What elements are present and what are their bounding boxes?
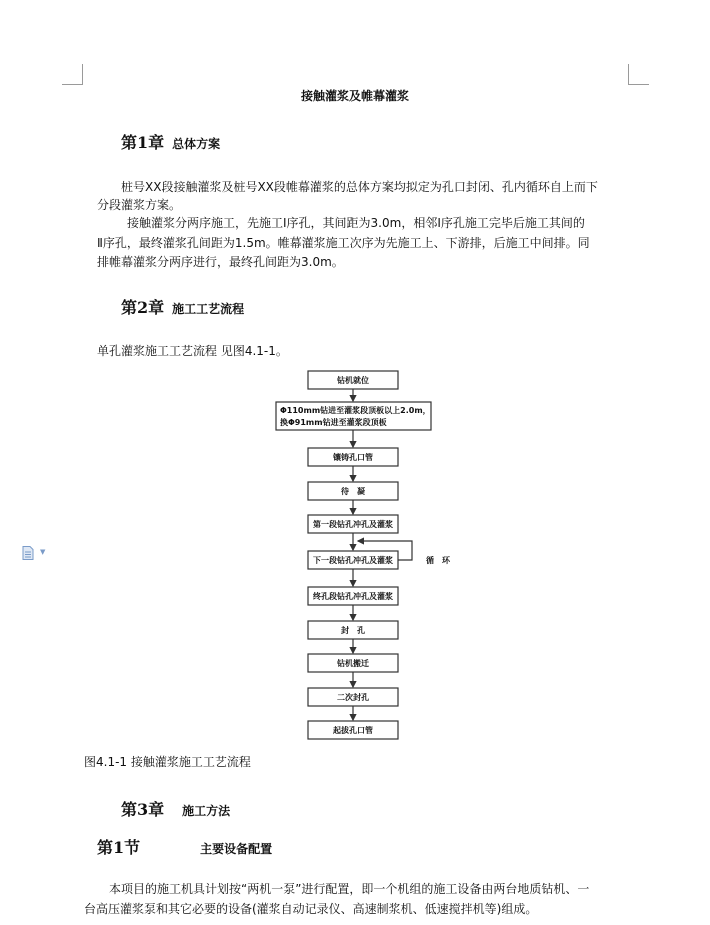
flow-step-7-text: 终孔段钻孔冲孔及灌浆	[313, 592, 393, 601]
para2-line2: Ⅱ序孔，最终灌浆孔间距为1.5m。帷幕灌浆施工次序为先施工上、下游排，后施工中间排。同	[97, 236, 590, 250]
para3-line1: 本项目的施工机具计划按“两机一泵”进行配置，即一个机组的施工设备由两台地质钻机、一	[109, 882, 590, 896]
flow-step-2-text-line2: 换Φ91mm钻进至灌浆段顶板	[280, 418, 387, 427]
flow-step-6-text: 下一段钻孔冲孔及灌浆	[313, 556, 393, 565]
chapter-1-number: 第1章	[121, 133, 165, 152]
flow-step-11-text: 起拔孔口管	[333, 726, 373, 735]
chapter-3-number: 第3章	[121, 800, 165, 819]
para2-line3: 排帷幕灌浆分两序进行，最终孔间距为3.0m。	[97, 255, 344, 269]
para2-line1: 接触灌浆分两序施工，先施工Ⅰ序孔，其间距为3.0m，相邻Ⅰ序孔施工完毕后施工其间的	[127, 216, 585, 230]
flow-intro: 单孔灌浆施工工艺流程 见图4.1-1。	[97, 344, 288, 358]
section-1-title: 主要设备配置	[200, 842, 273, 856]
section-1-heading	[97, 835, 272, 858]
chapter-2-number: 第2章	[121, 298, 165, 317]
flow-step-8-text: 封 孔	[341, 626, 365, 635]
document-title: 接触灌浆及帷幕灌浆	[300, 89, 409, 103]
flow-step-10-text: 二次封孔	[337, 693, 369, 702]
flow-step-5-text: 第一段钻孔冲孔及灌浆	[313, 520, 393, 529]
flow-loop-label: 循 环	[426, 556, 450, 565]
chapter-2-title: 施工工艺流程	[172, 302, 245, 316]
section-1-number: 第1节	[97, 838, 141, 857]
chapter-3-title: 施工方法	[182, 804, 231, 818]
para1-line1: 桩号XX段接触灌浆及桩号XX段帷幕灌浆的总体方案均拟定为孔口封闭、孔内循环自上而下	[121, 180, 598, 194]
flow-step-4-text: 待 凝	[341, 487, 365, 496]
flow-step-2-text-line1: Φ110mm钻进至灌浆段顶板以上2.0m，	[280, 406, 431, 415]
flow-step-1-text: 钻机就位	[337, 376, 369, 385]
figure-caption: 图4.1-1 接触灌浆施工工艺流程	[84, 755, 251, 769]
chapter-3-heading	[121, 797, 230, 820]
chevron-down-icon[interactable]: ▼	[40, 548, 46, 556]
chapter-1-title: 总体方案	[172, 137, 221, 151]
flow-step-3-text: 镶铸孔口管	[333, 453, 373, 462]
para3-line2: 台高压灌浆泵和其它必要的设备(灌浆自动记录仪、高速制浆机、低速搅拌机等)组成。	[84, 902, 538, 916]
flow-step-9-text: 钻机搬迁	[337, 659, 369, 668]
para1-line2: 分段灌浆方案。	[97, 198, 182, 212]
